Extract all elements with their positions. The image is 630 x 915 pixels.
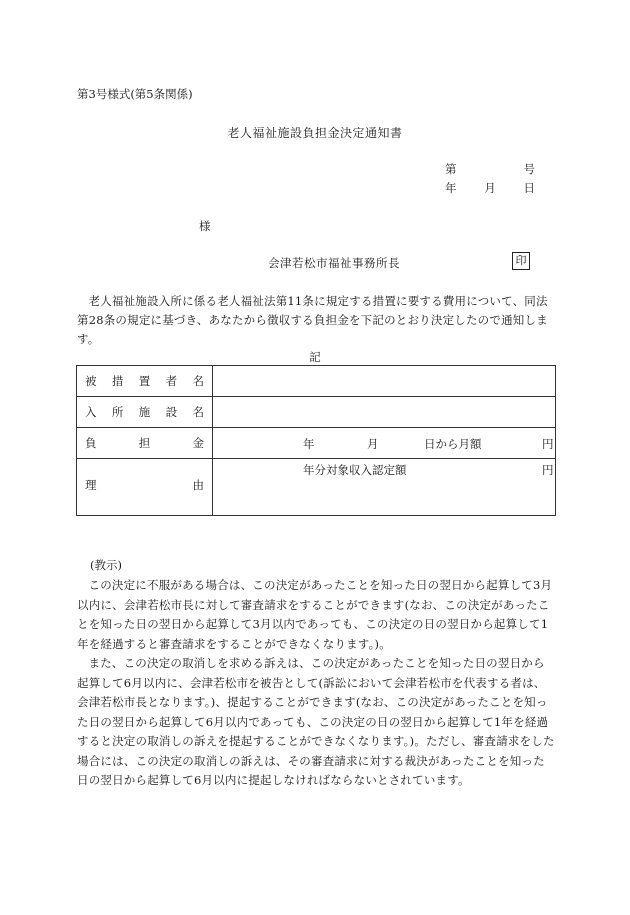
label-char: 施 xyxy=(138,405,151,419)
value-reason xyxy=(213,459,556,516)
notice-heading: (教示) xyxy=(90,558,122,572)
date-month: 月 xyxy=(484,181,496,195)
label-char: 所 xyxy=(111,405,124,419)
document-date xyxy=(445,180,535,196)
number-label-go: 号 xyxy=(523,162,535,176)
date-day: 日 xyxy=(523,181,535,195)
charge-month: 月 xyxy=(367,437,379,451)
table-row xyxy=(77,397,556,428)
reason-income-label: 年分対象収入認定額 xyxy=(303,463,407,477)
charge-year: 年 xyxy=(303,437,315,451)
value-facility-name xyxy=(213,397,556,428)
number-label-dai: 第 xyxy=(445,162,457,176)
label-char: 負 xyxy=(85,436,97,450)
reason-yen: 円 xyxy=(542,463,554,477)
label-char: 理 xyxy=(85,478,97,492)
table-row xyxy=(77,366,556,397)
document-number xyxy=(445,161,535,177)
label-char: 者 xyxy=(165,374,178,388)
label-char: 名 xyxy=(192,374,204,388)
notice-paragraph-2: また、この決定の取消しを求める訴えは、この決定があったことを知った日の翌日から起算して6月以内に、会津若松市を被告として(訴訟において会津若松市を代表する者は、会津若松市長となります。)、提起することができます(なお、この決定があったことを知った日の翌日から起算して6月以内であっても、この決定の日の翌日から起算して1年を経過すると決定の取消しの訴えを提起することができなくなります。)。ただし、審査請求をした場合には、この決定の取消しの訴えは、その審査請求に対する裁決があったことを知った日の翌日から起算して6月以内に提起しなければならないとされています。 xyxy=(77,656,555,787)
label-char: 入 xyxy=(85,405,97,419)
table-row xyxy=(77,459,556,516)
label-char: 置 xyxy=(138,374,151,388)
label-facility-name xyxy=(77,397,213,428)
charge-from-monthly: 日から月額 xyxy=(424,437,482,451)
recipient-suffix: 様 xyxy=(199,219,211,233)
label-char: 設 xyxy=(165,405,178,419)
label-char: 措 xyxy=(111,374,124,388)
ki-heading: 記 xyxy=(309,350,321,364)
label-char: 担 xyxy=(138,436,151,450)
label-char: 金 xyxy=(192,436,204,450)
label-person-name xyxy=(77,366,213,397)
seal-mark: 印 xyxy=(512,252,530,270)
notice-paragraph-1: この決定に不服がある場合は、この決定があったことを知った日の翌日から起算して3月以内に、会津若松市長に対して審査請求をすることができます(なお、この決定があったことを知った日の翌日から起算して3月以内であっても、この決定の日の翌日から起算して1年を経過すると審査請求をすることができなくなります。)。 xyxy=(77,578,553,651)
details-table xyxy=(76,365,556,516)
body-paragraph: 老人福祉施設入所に係る老人福祉法第11条に規定する措置に要する費用について、同法第28条の規定に基づき、あなたから徴収する負担金を下記のとおり決定したので通知します。 xyxy=(77,294,548,346)
label-char: 被 xyxy=(85,374,97,388)
form-code: 第3号様式(第5条関係) xyxy=(77,87,193,101)
table-row xyxy=(77,428,556,459)
issuer-name: 会津若松市福祉事務所長 xyxy=(268,256,400,270)
document-title: 老人福祉施設負担金決定通知書 xyxy=(227,126,403,140)
label-reason xyxy=(77,459,213,516)
charge-yen: 円 xyxy=(542,437,554,451)
label-charge xyxy=(77,428,213,459)
date-year: 年 xyxy=(445,181,457,195)
value-charge xyxy=(213,428,556,459)
value-person-name xyxy=(213,366,556,397)
label-char: 名 xyxy=(192,405,204,419)
label-char: 由 xyxy=(192,478,204,492)
